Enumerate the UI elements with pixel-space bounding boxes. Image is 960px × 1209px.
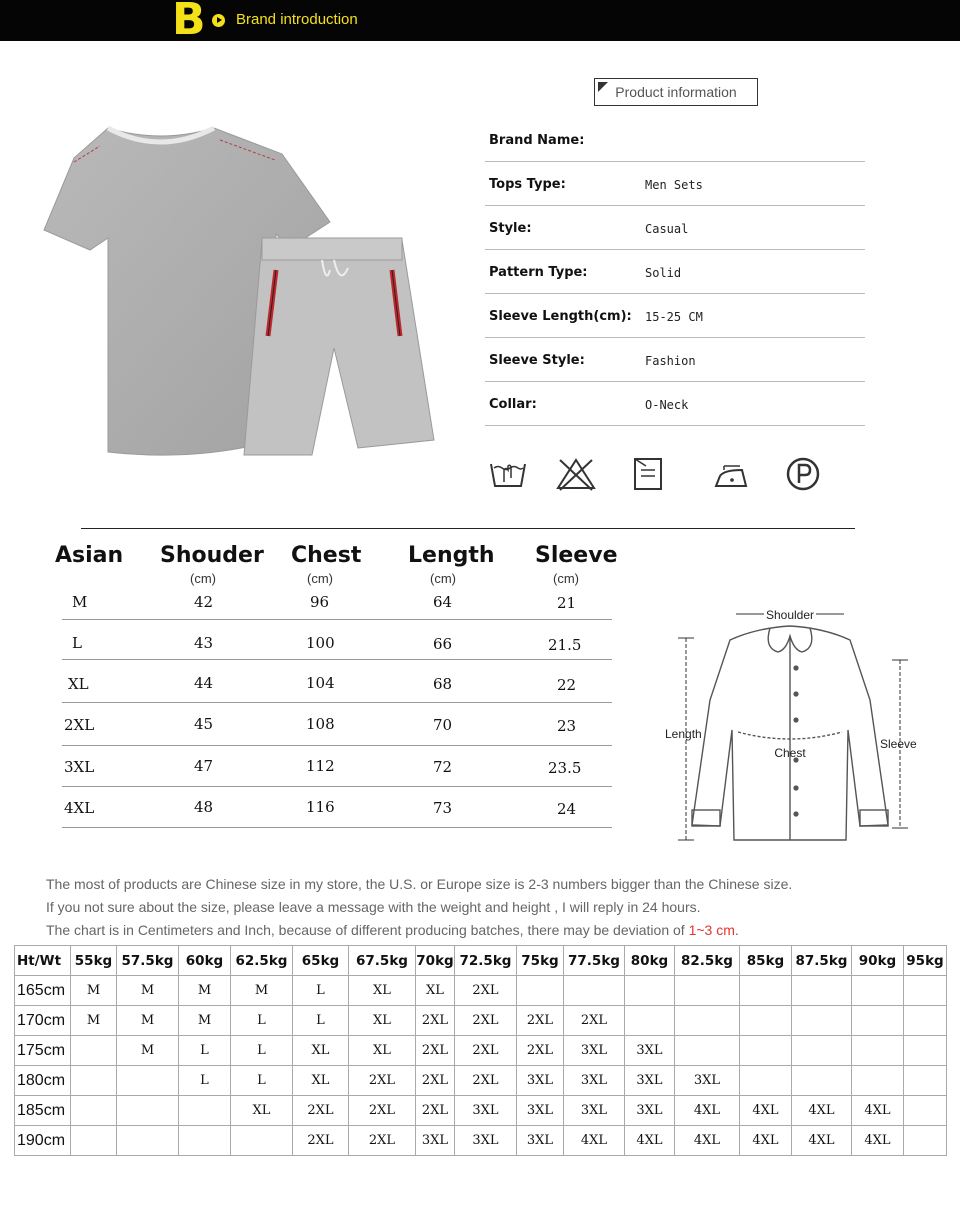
height-cell: 190cm xyxy=(15,1126,71,1156)
size-header-sleeve: Sleeve xyxy=(535,543,618,568)
height-cell: 170cm xyxy=(15,1006,71,1036)
height-cell: 185cm xyxy=(15,1096,71,1126)
weight-header: 85kg xyxy=(740,946,792,976)
size-row: M 42 96 64 21 xyxy=(62,583,612,620)
size-row: L 43 100 66 21.5 xyxy=(62,620,612,660)
diagram-label-shoulder: Shoulder xyxy=(765,608,815,622)
brand-letter: B xyxy=(172,0,206,45)
table-row: 165cm M M M M L XL XL 2XL xyxy=(15,976,947,1006)
size-header-length: Length xyxy=(408,543,495,568)
height-weight-table xyxy=(14,945,947,1156)
spec-row-sleeve-length: Sleeve Length(cm): 15-25 CM xyxy=(485,294,865,338)
unit-label: (cm) xyxy=(430,571,456,586)
height-cell: 165cm xyxy=(15,976,71,1006)
corner-mark-icon xyxy=(598,82,608,92)
product-photo xyxy=(30,110,440,510)
weight-header: 90kg xyxy=(852,946,904,976)
unit-label: (cm) xyxy=(553,571,579,586)
table-row: 170cm M M M L L XL 2XL 2XL 2XL 2XL xyxy=(15,1006,947,1036)
spec-row-brand-name: Brand Name: xyxy=(485,118,865,162)
brand-intro-label: Brand introduction xyxy=(236,11,358,28)
table-row: 190cm 2XL 2XL 3XL 3XL 3XL 4XL 4XL 4XL 4XL 4XL 4XL xyxy=(15,1126,947,1156)
size-row: 3XL 47 112 72 23.5 xyxy=(62,746,612,787)
note-size-standard: The most of products are Chinese size in my store, the U.S. or Europe size is 2-3 numbers bigger than the Chinese size. xyxy=(46,876,793,892)
weight-header: 80kg xyxy=(625,946,675,976)
weight-header: 72.5kg xyxy=(455,946,517,976)
weight-header: 70kg xyxy=(416,946,455,976)
note-leave-message: If you not sure about the size, please leave a message with the weight and height , I will reply in 24 hours. xyxy=(46,899,701,915)
weight-header: 75kg xyxy=(517,946,564,976)
size-row: 2XL 45 108 70 23 xyxy=(62,703,612,746)
spec-row-sleeve-style: Sleeve Style: Fashion xyxy=(485,338,865,382)
deviation-value: 1~3 cm xyxy=(688,922,735,938)
weight-header: 87.5kg xyxy=(792,946,852,976)
height-cell: 180cm xyxy=(15,1066,71,1096)
diagram-label-chest: Chest xyxy=(774,746,806,760)
do-not-bleach-icon xyxy=(556,456,596,492)
play-icon xyxy=(212,14,225,27)
weight-header: 67.5kg xyxy=(349,946,416,976)
unit-label: (cm) xyxy=(190,571,216,586)
iron-low-icon xyxy=(712,456,752,492)
size-header-shoulder: Shouder xyxy=(160,543,264,568)
dry-flat-icon xyxy=(630,456,670,492)
measurement-diagram xyxy=(660,600,920,845)
table-header-row xyxy=(15,946,947,976)
weight-header: 60kg xyxy=(179,946,231,976)
spec-row-collar: Collar: O-Neck xyxy=(485,382,865,426)
brand-intro-bar xyxy=(0,0,960,45)
weight-header: 77.5kg xyxy=(564,946,625,976)
corner-cell: Ht/Wt xyxy=(15,946,71,976)
spec-row-tops-type: Tops Type: Men Sets xyxy=(485,162,865,206)
note-deviation: The chart is in Centimeters and Inch, because of different producing batches, there may be deviation of 1~3 cm. xyxy=(46,922,739,938)
weight-header: 65kg xyxy=(293,946,349,976)
hand-wash-icon xyxy=(488,456,528,492)
table-row: 185cm XL 2XL 2XL 2XL 3XL 3XL 3XL 3XL 4XL 4XL 4XL 4XL xyxy=(15,1096,947,1126)
section-divider xyxy=(81,528,855,529)
dry-clean-p-icon xyxy=(784,456,824,492)
product-information-label: Product information xyxy=(594,78,758,106)
size-header-chest: Chest xyxy=(291,543,362,568)
table-row: 175cm M L L XL XL 2XL 2XL 2XL 3XL 3XL xyxy=(15,1036,947,1066)
height-cell: 175cm xyxy=(15,1036,71,1066)
size-row: 4XL 48 116 73 24 xyxy=(62,787,612,828)
unit-label: (cm) xyxy=(307,571,333,586)
size-row: XL 44 104 68 22 xyxy=(62,660,612,703)
spec-row-pattern-type: Pattern Type: Solid xyxy=(485,250,865,294)
weight-header: 82.5kg xyxy=(675,946,740,976)
spec-row-style: Style: Casual xyxy=(485,206,865,250)
weight-header: 62.5kg xyxy=(231,946,293,976)
diagram-label-length: Length xyxy=(665,727,702,741)
table-row: 180cm L L XL 2XL 2XL 2XL 3XL 3XL 3XL 3XL xyxy=(15,1066,947,1096)
spec-table xyxy=(485,118,865,426)
weight-header: 55kg xyxy=(71,946,117,976)
weight-header: 57.5kg xyxy=(117,946,179,976)
diagram-label-sleeve: Sleeve xyxy=(880,737,917,751)
size-header-asian: Asian xyxy=(55,543,124,568)
weight-header: 95kg xyxy=(904,946,947,976)
